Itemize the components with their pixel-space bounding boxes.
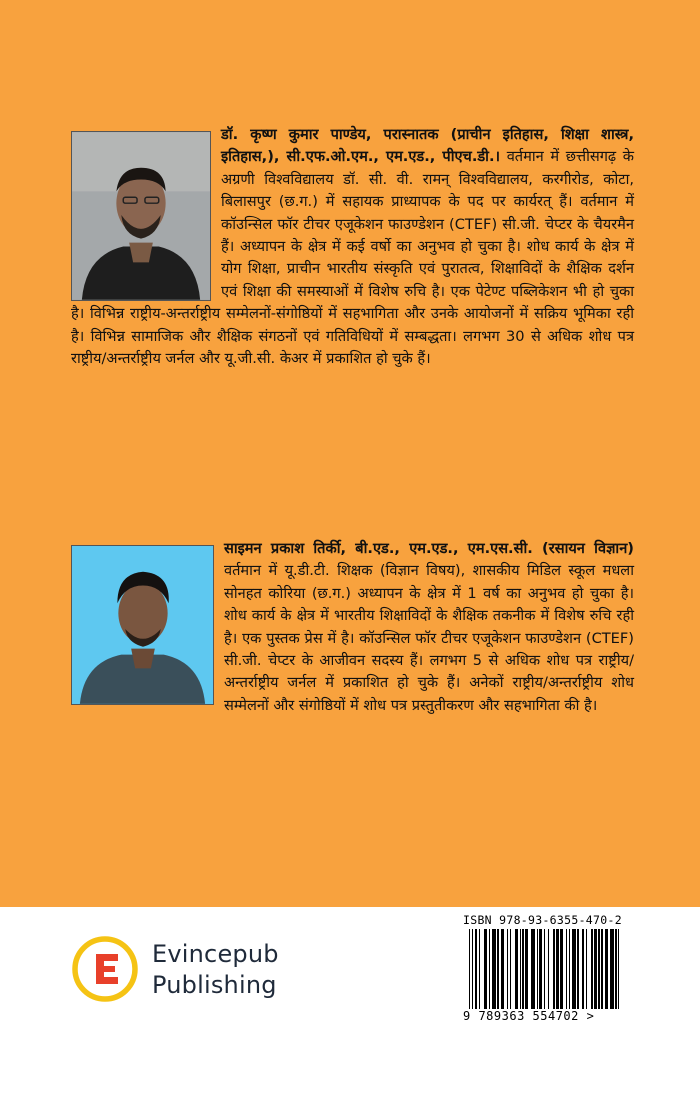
author-2-section [71, 538, 634, 717]
author-1-qualifications: परास्नातक (प्राचीन इतिहास, शिक्षा शास्त्र, इतिहास,), सी.एफ.ओ.एम., एम.एड., पीएच.डी.। [221, 126, 635, 166]
publisher-name-line-1: Evincepub [152, 940, 279, 968]
isbn-digits: 9 789363 554702 > [463, 1009, 595, 1023]
publisher-e-icon [70, 934, 140, 1004]
author-1-bio: वर्तमान में छत्तीसगढ़ के अग्रणी विश्वविद्यालय डॉ. सी. वी. रामन् विश्वविद्यालय, करगीरोड, कोटा, बिलासपुर (छ.ग.) में सहायक प्राध्यापक के पद पर कार्यरत् हैं। वर्तमान में कॉउन्सिल फॉर टीचर एजूकेशन फाउण्डेशन (CTEF) सी.जी. चेप्टर के चैयरमैन हैं। अध्यापन के क्षेत्र में कई वर्षो का अनुभव हो चुका है। शोध कार्य के क्षेत्र में योग शिक्षा, प्राचीन भारतीय संस्कृति एवं पुरातत्व, शिक्षाविदों के शैक्षिक दर्शन एवं शिक्षा की समस्याओं में विशेष रुचि है। एक पेटेण्ट पब्लिकेशन भी हो चुका है। विभिन्न राष्ट्रीय-अन्तर्राष्ट्रीय सम्मेलनों-संगोष्ठियों में सहभागिता और उनके आयोजनों में सक्रिय भूमिका रही है। विभिन्न सामाजिक और शैक्षिक संगठनों एवं गतिविधियों में सम्बद्धता। लगभग 30 से अधिक शोध पत्र राष्ट्रीय/अन्तर्राष्ट्रीय जर्नल और यू.जी.सी. केअर में प्रकाशित हो चुके हैं। [71, 148, 634, 368]
person-silhouette-icon [72, 546, 213, 704]
author-1-name: डॉ. कृष्ण कुमार पाण्डेय, [221, 126, 372, 143]
author-2-name: साइमन प्रकाश तिर्की, [224, 540, 347, 557]
person-silhouette-icon [72, 132, 210, 300]
publisher-name-line-2: Publishing [152, 971, 277, 999]
author-2-qualifications: बी.एड., एम.एड., एम.एस.सी. (रसायन विज्ञान) [346, 540, 634, 557]
isbn-barcode [463, 913, 633, 1025]
barcode-bars-icon [469, 929, 621, 1009]
author-1-section [71, 124, 634, 370]
isbn-label: ISBN 978-93-6355-470-2 [463, 913, 622, 927]
back-cover-footer [0, 907, 700, 1098]
author-2-photo [71, 545, 214, 705]
author-1-photo [71, 131, 211, 301]
author-2-bio: वर्तमान में यू.डी.टी. शिक्षक (विज्ञान विषय), शासकीय मिडिल स्कूल मधला सोनहत कोरिया (छ.ग.) अध्यापन के क्षेत्र में 1 वर्ष का अनुभव हो चुका है। शोध कार्य के क्षेत्र में भारतीय शिक्षाविदों के शैक्षिक तकनीक में विशेष रुचि रही है। एक पुस्तक प्रेस में है। कॉउन्सिल फॉर टीचर एजूकेशन फाउण्डेशन (CTEF) सी.जी. चेप्टर के आजीवन सदस्य हैं। लगभग 5 से अधिक शोध पत्र राष्ट्रीय/अन्तर्राष्ट्रीय जर्नल में प्रकाशित हो चुके हैं। अनेकों राष्ट्रीय/अन्तर्राष्ट्रीय शोध सम्मेलनों और संगोष्ठियों में शोध पत्र प्रस्तुतीकरण और सहभागिता की है। [224, 562, 634, 714]
publisher-logo [70, 934, 280, 1004]
